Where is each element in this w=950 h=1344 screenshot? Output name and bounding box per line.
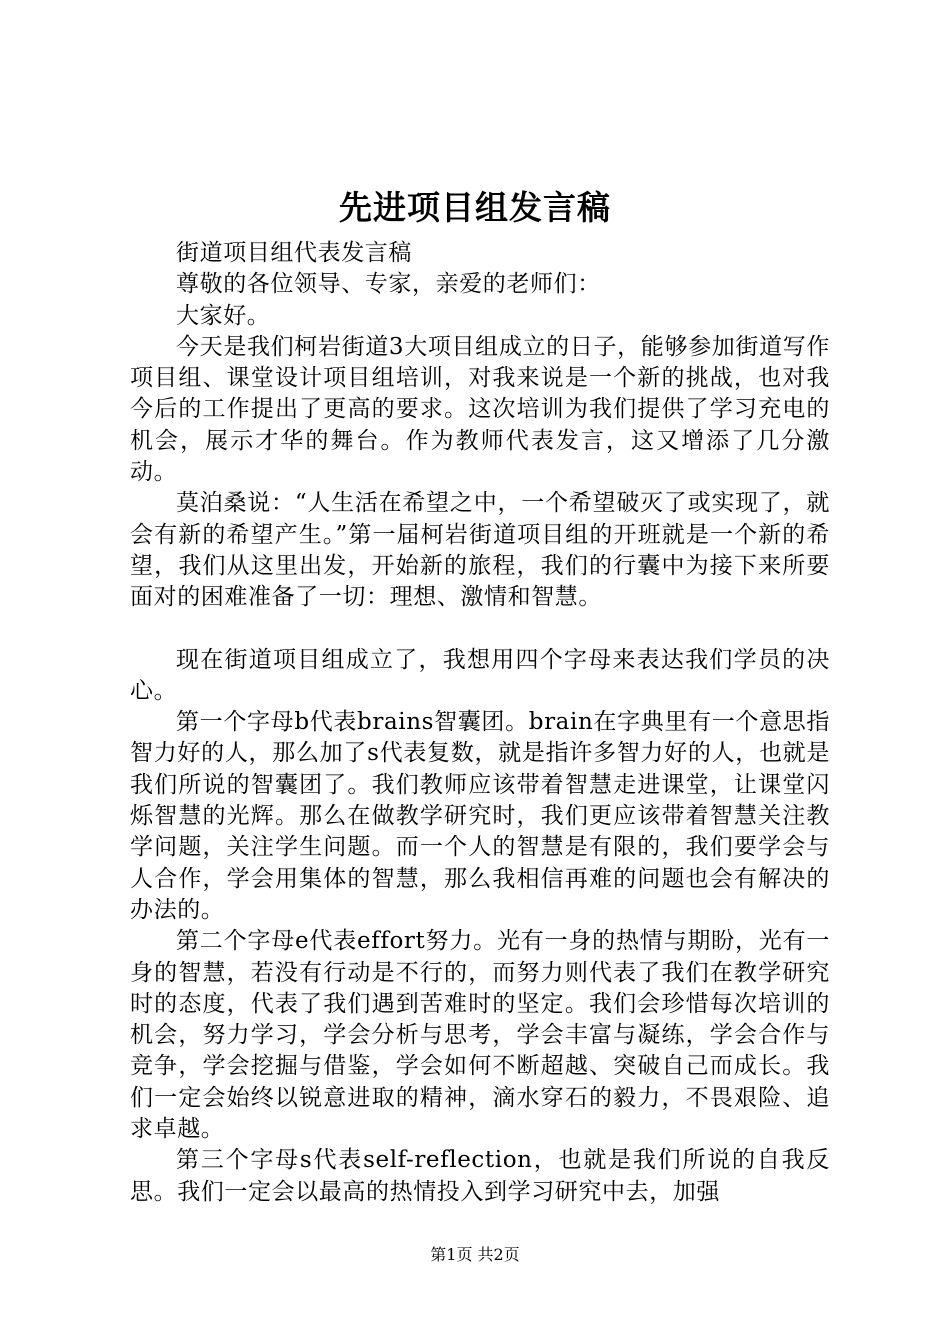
paragraph-spacer [130, 614, 830, 645]
document-body [130, 238, 830, 1208]
paragraph-letter-b: 第一个字母b代表brains智囊团。brain在字典里有一个意思指智力好的人，那么加了s代表复数，就是指许多智力好的人，也就是我们所说的智囊团了。我们教师应该带着智慧走进课堂，让课堂闪烁智慧的光辉。那么在做教学研究时，我们更应该带着智慧关注教学问题，关注学生问题。而一个人的智慧是有限的，我们要学会与人合作，学会用集体的智慧，那么我相信再难的问题也会有解决的办法的。 [130, 709, 830, 923]
paragraph-salutation: 尊敬的各位领导、专家，亲爱的老师们： [176, 271, 601, 298]
paragraph-greeting: 大家好。 [176, 302, 271, 329]
paragraph-letter-s: 第三个字母s代表self-reflection，也就是我们所说的自我反思。我们一定会以最高的热情投入到学习研究中去，加强 [130, 1147, 830, 1205]
paragraph-intro: 今天是我们柯岩街道3大项目组成立的日子，能够参加街道写作项目组、课堂设计项目组培训，对我来说是一个新的挑战，也对我今后的工作提出了更高的要求。这次培训为我们提供了学习充电的机会，展示才华的舞台。作为教师代表发言，这又增添了几分激动。 [130, 333, 830, 486]
paragraph-resolution: 现在街道项目组成立了，我想用四个字母来表达我们学员的决心。 [130, 646, 830, 704]
document-title: 先进项目组发言稿 [339, 188, 611, 227]
paragraph-letter-e: 第二个字母e代表effort努力。光有一身的热情与期盼，光有一身的智慧，若没有行动是不行的，而努力则代表了我们在教学研究时的态度，代表了我们遇到苦难时的坚定。我们会珍惜每次培训的机会，努力学习，学会分析与思考，学会丰富与凝练，学会合作与竞争，学会挖掘与借鉴，学会如何不断超越、突破自己而成长。我们一定会始终以锐意进取的精神，滴水穿石的毅力，不畏艰险、追求卓越。 [130, 928, 830, 1143]
paragraph-quote: 莫泊桑说：“人生活在希望之中，一个希望破灭了或实现了，就会有新的希望产生。”第一届柯岩街道项目组的开班就是一个新的希望，我们从这里出发，开始新的旅程，我们的行囊中为接下来所要面对的困难准备了一切：理想、激情和智慧。 [130, 490, 830, 611]
paragraph-heading: 街道项目组代表发言稿 [176, 240, 412, 266]
page-footer: 第1页 共2页 [430, 1245, 520, 1264]
